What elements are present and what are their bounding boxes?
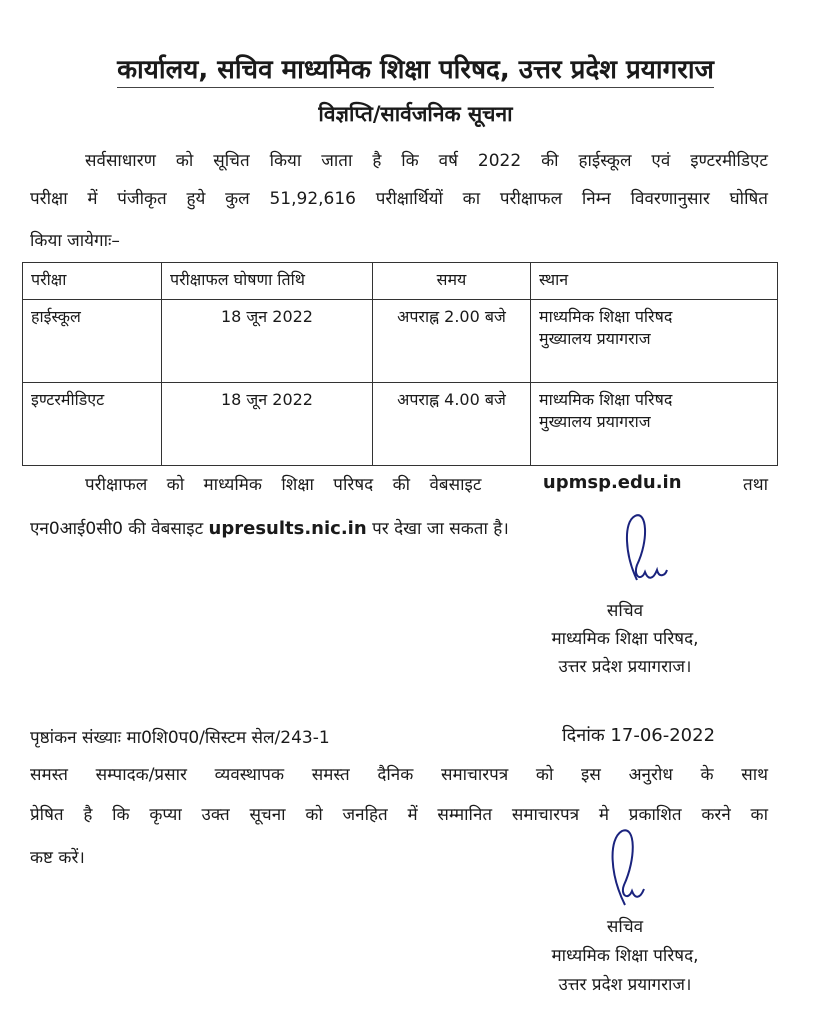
- forward-line-3: कष्ट करें।: [30, 848, 85, 868]
- intro-line-3: किया जायेगाः–: [30, 231, 120, 251]
- reference-number: पृष्ठांकन संख्याः मा0शि0प0/सिस्टम सेल/243-1: [30, 728, 330, 748]
- intro-line-1: सर्वसाधारण को सूचित किया जाता है कि वर्ष 2022 की हाईस्कूल एवं इण्टरमीडिएट: [85, 151, 768, 171]
- signature-image: [600, 825, 660, 910]
- table-row: [23, 300, 778, 383]
- header-date: परीक्षाफल घोषणा तिथि: [162, 263, 373, 300]
- signatory-title: सचिव: [606, 917, 644, 937]
- cell-time: अपराह्न 4.00 बजे: [373, 383, 531, 466]
- website-line-1: परीक्षाफल को माध्यमिक शिक्षा परिषद की वेबसाइट upmsp.edu.in तथा: [85, 472, 768, 495]
- cell-date: 18 जून 2022: [162, 300, 373, 383]
- cell-exam: हाईस्कूल: [23, 300, 162, 383]
- cell-place: माध्यमिक शिक्षा परिषद मुख्यालय प्रयागराज: [531, 300, 778, 383]
- header-exam: परीक्षा: [23, 263, 162, 300]
- signatory-title: सचिव: [606, 601, 644, 621]
- website-line-2: एन0आई0सी0 की वेबसाइट upresults.nic.in पर देखा जा सकता है।: [30, 518, 509, 539]
- header-time: समय: [373, 263, 531, 300]
- cell-date: 18 जून 2022: [162, 383, 373, 466]
- cell-exam: इण्टरमीडिएट: [23, 383, 162, 466]
- signatory-org: माध्यमिक शिक्षा परिषद,: [551, 629, 699, 649]
- upresults-link[interactable]: upresults.nic.in: [208, 518, 367, 539]
- header-place: स्थान: [531, 263, 778, 300]
- office-title: कार्यालय, सचिव माध्यमिक शिक्षा परिषद, उत्तर प्रदेश प्रयागराज: [0, 50, 831, 86]
- table-header-row: [23, 263, 778, 300]
- upmsp-link[interactable]: upmsp.edu.in: [542, 472, 682, 493]
- notice-subtitle: विज्ञप्ति/सार्वजनिक सूचना: [318, 102, 513, 126]
- table-row: [23, 383, 778, 466]
- cell-place: माध्यमिक शिक्षा परिषद मुख्यालय प्रयागराज: [531, 383, 778, 466]
- intro-line-2: परीक्षा में पंजीकृत हुये कुल 51,92,616 परीक्षार्थियों का परीक्षाफल निम्न विवरणानुसार घोषित: [30, 189, 768, 209]
- cell-time: अपराह्न 2.00 बजे: [373, 300, 531, 383]
- signature-image: [615, 510, 675, 590]
- forward-line-2: प्रेषित है कि कृप्या उक्त सूचना को जनहित में सम्मानित समाचारपत्र मे प्रकाशित करने का: [30, 805, 768, 825]
- signatory-org: माध्यमिक शिक्षा परिषद,: [551, 946, 699, 966]
- signatory-place: उत्तर प्रदेश प्रयागराज।: [558, 657, 692, 677]
- signatory-place: उत्तर प्रदेश प्रयागराज।: [558, 975, 692, 995]
- reference-date: दिनांक 17-06-2022: [562, 725, 716, 746]
- forward-line-1: समस्त सम्पादक/प्रसार व्यवस्थापक समस्त दैनिक समाचारपत्र को इस अनुरोध के साथ: [30, 765, 768, 785]
- result-schedule-table: [22, 262, 778, 466]
